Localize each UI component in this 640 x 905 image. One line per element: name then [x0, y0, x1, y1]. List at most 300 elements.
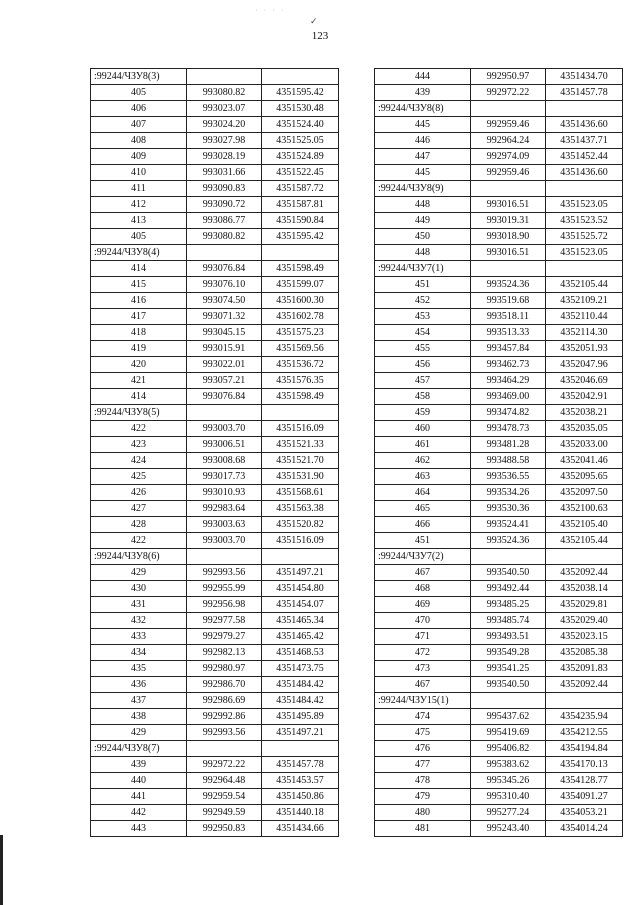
x-coordinate: 993019.31 — [471, 213, 546, 229]
y-coordinate: 4354235.94 — [546, 709, 623, 725]
point-number: 448 — [375, 197, 471, 213]
y-coordinate: 4351590.84 — [262, 213, 339, 229]
x-coordinate: 995406.82 — [471, 741, 546, 757]
point-number: 439 — [375, 85, 471, 101]
point-number: 424 — [91, 453, 187, 469]
y-coordinate: 4351434.66 — [262, 821, 339, 837]
table-row — [91, 181, 339, 197]
table-row — [91, 677, 339, 693]
table-row — [375, 645, 623, 661]
y-coordinate: 4351536.72 — [262, 357, 339, 373]
table-row — [375, 309, 623, 325]
y-coordinate: 4351452.44 — [546, 149, 623, 165]
y-coordinate: 4352105.44 — [546, 533, 623, 549]
table-row — [375, 437, 623, 453]
table-row — [91, 533, 339, 549]
parcel-label: :99244/ЧЗУ8(9) — [375, 181, 471, 197]
x-coordinate: 993478.73 — [471, 421, 546, 437]
table-row — [375, 709, 623, 725]
x-coordinate: 993513.33 — [471, 325, 546, 341]
table-row — [375, 149, 623, 165]
section-header-row — [375, 181, 623, 197]
x-coordinate: 993076.84 — [187, 261, 262, 277]
table-row — [91, 629, 339, 645]
y-coordinate: 4351522.45 — [262, 165, 339, 181]
point-number: 413 — [91, 213, 187, 229]
table-row — [91, 725, 339, 741]
empty-cell — [262, 69, 339, 85]
y-coordinate: 4351524.89 — [262, 149, 339, 165]
table-row — [375, 389, 623, 405]
y-coordinate: 4351602.78 — [262, 309, 339, 325]
scan-edge-shadow — [0, 835, 3, 905]
table-row — [91, 421, 339, 437]
x-coordinate: 993493.51 — [471, 629, 546, 645]
table-row — [375, 757, 623, 773]
x-coordinate: 992950.97 — [471, 69, 546, 85]
table-row — [375, 213, 623, 229]
y-coordinate: 4354091.27 — [546, 789, 623, 805]
point-number: 473 — [375, 661, 471, 677]
x-coordinate: 992974.09 — [471, 149, 546, 165]
point-number: 443 — [91, 821, 187, 837]
section-header-row — [91, 245, 339, 261]
table-row — [91, 565, 339, 581]
x-coordinate: 992964.48 — [187, 773, 262, 789]
table-row — [375, 117, 623, 133]
section-header-row — [375, 549, 623, 565]
x-coordinate: 993022.01 — [187, 357, 262, 373]
y-coordinate: 4352047.96 — [546, 357, 623, 373]
point-number: 446 — [375, 133, 471, 149]
point-number: 454 — [375, 325, 471, 341]
empty-cell — [471, 261, 546, 277]
table-row — [375, 629, 623, 645]
point-number: 467 — [375, 677, 471, 693]
x-coordinate: 993524.36 — [471, 277, 546, 293]
x-coordinate: 993457.84 — [471, 341, 546, 357]
x-coordinate: 995345.26 — [471, 773, 546, 789]
table-row — [375, 517, 623, 533]
y-coordinate: 4352023.15 — [546, 629, 623, 645]
point-number: 438 — [91, 709, 187, 725]
x-coordinate: 993530.36 — [471, 501, 546, 517]
y-coordinate: 4351568.61 — [262, 485, 339, 501]
y-coordinate: 4351531.90 — [262, 469, 339, 485]
y-coordinate: 4351599.07 — [262, 277, 339, 293]
y-coordinate: 4351497.21 — [262, 565, 339, 581]
section-header-row — [91, 549, 339, 565]
point-number: 451 — [375, 277, 471, 293]
table-row — [375, 453, 623, 469]
point-number: 459 — [375, 405, 471, 421]
x-coordinate: 992980.97 — [187, 661, 262, 677]
x-coordinate: 993524.41 — [471, 517, 546, 533]
point-number: 435 — [91, 661, 187, 677]
table-row — [91, 613, 339, 629]
x-coordinate: 993534.26 — [471, 485, 546, 501]
table-row — [91, 261, 339, 277]
table-row — [375, 485, 623, 501]
x-coordinate: 993017.73 — [187, 469, 262, 485]
x-coordinate: 992959.46 — [471, 165, 546, 181]
y-coordinate: 4354212.55 — [546, 725, 623, 741]
x-coordinate: 993018.90 — [471, 229, 546, 245]
y-coordinate: 4351523.05 — [546, 245, 623, 261]
x-coordinate: 993031.66 — [187, 165, 262, 181]
table-row — [91, 709, 339, 725]
point-number: 417 — [91, 309, 187, 325]
point-number: 460 — [375, 421, 471, 437]
point-number: 451 — [375, 533, 471, 549]
point-number: 445 — [375, 117, 471, 133]
point-number: 430 — [91, 581, 187, 597]
empty-cell — [471, 181, 546, 197]
point-number: 463 — [375, 469, 471, 485]
x-coordinate: 993074.50 — [187, 293, 262, 309]
x-coordinate: 993474.82 — [471, 405, 546, 421]
y-coordinate: 4354053.21 — [546, 805, 623, 821]
point-number: 434 — [91, 645, 187, 661]
x-coordinate: 995383.62 — [471, 757, 546, 773]
x-coordinate: 993016.51 — [471, 245, 546, 261]
y-coordinate: 4354128.77 — [546, 773, 623, 789]
y-coordinate: 4351530.48 — [262, 101, 339, 117]
x-coordinate: 993003.70 — [187, 421, 262, 437]
y-coordinate: 4351457.78 — [262, 757, 339, 773]
y-coordinate: 4352095.65 — [546, 469, 623, 485]
y-coordinate: 4351587.81 — [262, 197, 339, 213]
table-row — [375, 677, 623, 693]
point-number: 481 — [375, 821, 471, 837]
y-coordinate: 4351440.18 — [262, 805, 339, 821]
table-row — [91, 85, 339, 101]
table-row — [375, 357, 623, 373]
point-number: 432 — [91, 613, 187, 629]
point-number: 418 — [91, 325, 187, 341]
section-header-row — [375, 693, 623, 709]
table-row — [375, 405, 623, 421]
x-coordinate: 992950.83 — [187, 821, 262, 837]
y-coordinate: 4351484.42 — [262, 677, 339, 693]
table-row — [375, 581, 623, 597]
y-coordinate: 4352038.14 — [546, 581, 623, 597]
y-coordinate: 4351524.40 — [262, 117, 339, 133]
point-number: 414 — [91, 389, 187, 405]
point-number: 414 — [91, 261, 187, 277]
x-coordinate: 993524.36 — [471, 533, 546, 549]
y-coordinate: 4352038.21 — [546, 405, 623, 421]
empty-cell — [471, 549, 546, 565]
point-number: 406 — [91, 101, 187, 117]
x-coordinate: 993015.91 — [187, 341, 262, 357]
point-number: 456 — [375, 357, 471, 373]
point-number: 426 — [91, 485, 187, 501]
x-coordinate: 993071.32 — [187, 309, 262, 325]
point-number: 478 — [375, 773, 471, 789]
x-coordinate: 992949.59 — [187, 805, 262, 821]
y-coordinate: 4351525.72 — [546, 229, 623, 245]
table-row — [91, 197, 339, 213]
table-row — [91, 485, 339, 501]
point-number: 439 — [91, 757, 187, 773]
table-row — [375, 245, 623, 261]
table-row — [91, 165, 339, 181]
point-number: 412 — [91, 197, 187, 213]
point-number: 420 — [91, 357, 187, 373]
parcel-label: :99244/ЧЗУ7(2) — [375, 549, 471, 565]
table-row — [91, 229, 339, 245]
section-header-row — [375, 101, 623, 117]
coordinates-table-left — [90, 68, 339, 837]
table-row — [91, 645, 339, 661]
y-coordinate: 4351454.80 — [262, 581, 339, 597]
table-row — [375, 773, 623, 789]
table-row — [375, 501, 623, 517]
x-coordinate: 993028.19 — [187, 149, 262, 165]
x-coordinate: 993464.29 — [471, 373, 546, 389]
scan-artifact: · · · · — [255, 6, 286, 15]
table-row — [91, 789, 339, 805]
table-row — [375, 85, 623, 101]
point-number: 453 — [375, 309, 471, 325]
y-coordinate: 4351563.38 — [262, 501, 339, 517]
point-number: 431 — [91, 597, 187, 613]
point-number: 471 — [375, 629, 471, 645]
point-number: 423 — [91, 437, 187, 453]
y-coordinate: 4351576.35 — [262, 373, 339, 389]
x-coordinate: 993008.68 — [187, 453, 262, 469]
empty-cell — [546, 101, 623, 117]
table-row — [375, 325, 623, 341]
y-coordinate: 4352092.44 — [546, 565, 623, 581]
table-row — [91, 437, 339, 453]
x-coordinate: 992977.58 — [187, 613, 262, 629]
y-coordinate: 4352110.44 — [546, 309, 623, 325]
x-coordinate: 992956.98 — [187, 597, 262, 613]
table-row — [91, 389, 339, 405]
point-number: 452 — [375, 293, 471, 309]
x-coordinate: 993057.21 — [187, 373, 262, 389]
point-number: 458 — [375, 389, 471, 405]
table-row — [91, 821, 339, 837]
section-header-row — [91, 69, 339, 85]
parcel-label: :99244/ЧЗУ7(1) — [375, 261, 471, 277]
point-number: 447 — [375, 149, 471, 165]
point-number: 440 — [91, 773, 187, 789]
empty-cell — [187, 245, 262, 261]
x-coordinate: 992983.64 — [187, 501, 262, 517]
point-number: 448 — [375, 245, 471, 261]
x-coordinate: 993485.74 — [471, 613, 546, 629]
y-coordinate: 4352042.91 — [546, 389, 623, 405]
table-row — [91, 149, 339, 165]
table-row — [375, 805, 623, 821]
table-row — [91, 101, 339, 117]
table-row — [375, 421, 623, 437]
y-coordinate: 4351595.42 — [262, 85, 339, 101]
empty-cell — [187, 549, 262, 565]
point-number: 449 — [375, 213, 471, 229]
x-coordinate: 992959.46 — [471, 117, 546, 133]
table-row — [91, 581, 339, 597]
y-coordinate: 4351495.89 — [262, 709, 339, 725]
y-coordinate: 4351575.23 — [262, 325, 339, 341]
y-coordinate: 4351516.09 — [262, 533, 339, 549]
table-row — [375, 725, 623, 741]
table-row — [375, 597, 623, 613]
x-coordinate: 993090.72 — [187, 197, 262, 213]
table-row — [91, 805, 339, 821]
coordinates-table-right — [374, 68, 623, 837]
x-coordinate: 995437.62 — [471, 709, 546, 725]
table-row — [91, 293, 339, 309]
point-number: 442 — [91, 805, 187, 821]
point-number: 477 — [375, 757, 471, 773]
y-coordinate: 4352105.40 — [546, 517, 623, 533]
y-coordinate: 4352100.63 — [546, 501, 623, 517]
x-coordinate: 993541.25 — [471, 661, 546, 677]
x-coordinate: 993076.10 — [187, 277, 262, 293]
point-number: 464 — [375, 485, 471, 501]
point-number: 429 — [91, 565, 187, 581]
x-coordinate: 993536.55 — [471, 469, 546, 485]
point-number: 445 — [375, 165, 471, 181]
table-row — [375, 293, 623, 309]
x-coordinate: 995310.40 — [471, 789, 546, 805]
y-coordinate: 4352114.30 — [546, 325, 623, 341]
parcel-label: :99244/ЧЗУ8(8) — [375, 101, 471, 117]
table-row — [375, 373, 623, 389]
x-coordinate: 992979.27 — [187, 629, 262, 645]
y-coordinate: 4351450.86 — [262, 789, 339, 805]
point-number: 422 — [91, 533, 187, 549]
y-coordinate: 4351473.75 — [262, 661, 339, 677]
y-coordinate: 4352035.05 — [546, 421, 623, 437]
x-coordinate: 993469.00 — [471, 389, 546, 405]
x-coordinate: 992993.56 — [187, 565, 262, 581]
x-coordinate: 993080.82 — [187, 229, 262, 245]
empty-cell — [262, 405, 339, 421]
table-row — [91, 309, 339, 325]
parcel-label: :99244/ЧЗУ8(7) — [91, 741, 187, 757]
parcel-label: :99244/ЧЗУ8(3) — [91, 69, 187, 85]
point-number: 409 — [91, 149, 187, 165]
point-number: 408 — [91, 133, 187, 149]
point-number: 421 — [91, 373, 187, 389]
table-row — [375, 613, 623, 629]
point-number: 450 — [375, 229, 471, 245]
x-coordinate: 992955.99 — [187, 581, 262, 597]
point-number: 479 — [375, 789, 471, 805]
point-number: 433 — [91, 629, 187, 645]
point-number: 461 — [375, 437, 471, 453]
y-coordinate: 4351453.57 — [262, 773, 339, 789]
x-coordinate: 993481.28 — [471, 437, 546, 453]
point-number: 457 — [375, 373, 471, 389]
y-coordinate: 4354170.13 — [546, 757, 623, 773]
point-number: 405 — [91, 85, 187, 101]
table-row — [91, 213, 339, 229]
point-number: 427 — [91, 501, 187, 517]
point-number: 444 — [375, 69, 471, 85]
empty-cell — [187, 405, 262, 421]
point-number: 470 — [375, 613, 471, 629]
table-row — [91, 597, 339, 613]
section-header-row — [375, 261, 623, 277]
point-number: 419 — [91, 341, 187, 357]
point-number: 415 — [91, 277, 187, 293]
empty-cell — [471, 101, 546, 117]
x-coordinate: 993076.84 — [187, 389, 262, 405]
empty-cell — [546, 693, 623, 709]
point-number: 466 — [375, 517, 471, 533]
point-number: 436 — [91, 677, 187, 693]
y-coordinate: 4351465.42 — [262, 629, 339, 645]
empty-cell — [471, 693, 546, 709]
x-coordinate: 993024.20 — [187, 117, 262, 133]
x-coordinate: 993485.25 — [471, 597, 546, 613]
x-coordinate: 993462.73 — [471, 357, 546, 373]
page-number: 123 — [311, 30, 329, 42]
x-coordinate: 995277.24 — [471, 805, 546, 821]
empty-cell — [187, 69, 262, 85]
y-coordinate: 4352046.69 — [546, 373, 623, 389]
x-coordinate: 992959.54 — [187, 789, 262, 805]
table-row — [375, 661, 623, 677]
parcel-label: :99244/ЧЗУ8(4) — [91, 245, 187, 261]
point-number: 472 — [375, 645, 471, 661]
table-row — [91, 453, 339, 469]
point-number: 476 — [375, 741, 471, 757]
table-row — [375, 533, 623, 549]
x-coordinate: 993027.98 — [187, 133, 262, 149]
table-row — [91, 773, 339, 789]
y-coordinate: 4352029.81 — [546, 597, 623, 613]
x-coordinate: 992982.13 — [187, 645, 262, 661]
x-coordinate: 993023.07 — [187, 101, 262, 117]
x-coordinate: 993488.58 — [471, 453, 546, 469]
y-coordinate: 4351598.49 — [262, 389, 339, 405]
point-number: 462 — [375, 453, 471, 469]
point-number: 429 — [91, 725, 187, 741]
table-row — [375, 821, 623, 837]
point-number: 441 — [91, 789, 187, 805]
y-coordinate: 4351525.05 — [262, 133, 339, 149]
empty-cell — [262, 549, 339, 565]
table-row — [91, 757, 339, 773]
table-row — [91, 133, 339, 149]
x-coordinate: 993492.44 — [471, 581, 546, 597]
table-row — [375, 277, 623, 293]
table-row — [91, 357, 339, 373]
empty-cell — [546, 549, 623, 565]
x-coordinate: 992993.56 — [187, 725, 262, 741]
x-coordinate: 993006.51 — [187, 437, 262, 453]
y-coordinate: 4351436.60 — [546, 165, 623, 181]
y-coordinate: 4352105.44 — [546, 277, 623, 293]
y-coordinate: 4352092.44 — [546, 677, 623, 693]
x-coordinate: 993518.11 — [471, 309, 546, 325]
x-coordinate: 992986.69 — [187, 693, 262, 709]
y-coordinate: 4352041.46 — [546, 453, 623, 469]
y-coordinate: 4351521.33 — [262, 437, 339, 453]
y-coordinate: 4351595.42 — [262, 229, 339, 245]
y-coordinate: 4354014.24 — [546, 821, 623, 837]
y-coordinate: 4351523.52 — [546, 213, 623, 229]
table-row — [375, 197, 623, 213]
parcel-label: :99244/ЧЗУ8(6) — [91, 549, 187, 565]
